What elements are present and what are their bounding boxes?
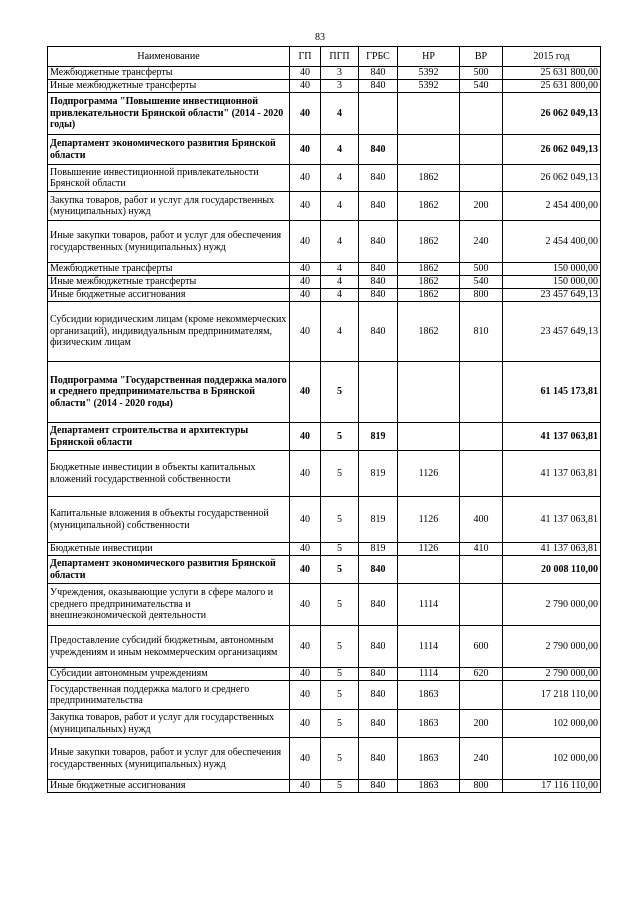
cell-grbs: 840 [359,221,398,263]
cell-vr: 500 [460,67,503,80]
cell-name: Субсидии автономным учреждениям [48,668,290,681]
cell-amount: 23 457 649,13 [503,302,601,362]
cell-grbs: 840 [359,192,398,221]
cell-pgp: 4 [321,165,359,192]
table-row [48,497,601,543]
cell-pgp: 5 [321,497,359,543]
table-row [48,289,601,302]
cell-grbs: 840 [359,135,398,165]
table-row [48,263,601,276]
cell-amount: 2 790 000,00 [503,584,601,626]
cell-name: Закупка товаров, работ и услуг для государственных (муниципальных) нужд [48,710,290,738]
cell-vr: 400 [460,497,503,543]
cell-gp: 40 [290,80,321,93]
table-body [48,67,601,793]
cell-amount: 2 790 000,00 [503,668,601,681]
cell-vr [460,451,503,497]
table-row [48,192,601,221]
cell-amount: 41 137 063,81 [503,423,601,451]
cell-vr: 200 [460,710,503,738]
cell-pgp: 4 [321,221,359,263]
cell-pgp: 4 [321,192,359,221]
page-number: 83 [315,32,325,43]
cell-grbs: 840 [359,165,398,192]
table-row [48,543,601,556]
cell-gp: 40 [290,710,321,738]
column-header-grbs: ГРБС [359,47,398,67]
cell-gp: 40 [290,289,321,302]
cell-grbs: 840 [359,263,398,276]
cell-vr: 240 [460,221,503,263]
cell-grbs: 819 [359,543,398,556]
table-row [48,276,601,289]
cell-vr [460,362,503,423]
cell-nr: 1862 [398,302,460,362]
cell-gp: 40 [290,423,321,451]
cell-grbs: 840 [359,738,398,780]
column-header-name: Наименование [48,47,290,67]
cell-vr [460,93,503,135]
cell-grbs: 840 [359,556,398,584]
cell-name: Межбюджетные трансферты [48,263,290,276]
cell-name: Иные закупки товаров, работ и услуг для обеспечения государственных (муниципальных) нужд [48,221,290,263]
table-row [48,93,601,135]
cell-pgp: 5 [321,543,359,556]
cell-name: Иные бюджетные ассигнования [48,289,290,302]
cell-vr: 540 [460,276,503,289]
cell-vr [460,584,503,626]
cell-name: Повышение инвестиционной привлекательности Брянской области [48,165,290,192]
cell-name: Подпрограмма "Государственная поддержка малого и среднего предпринимательства в Брянской области" (2014 - 2020 годы) [48,362,290,423]
table-header-row [48,47,601,67]
cell-name: Департамент экономического развития Брянской области [48,556,290,584]
cell-pgp: 5 [321,556,359,584]
cell-pgp: 5 [321,780,359,793]
cell-pgp: 5 [321,626,359,668]
cell-grbs: 840 [359,681,398,710]
column-header-nr: НР [398,47,460,67]
cell-vr: 800 [460,289,503,302]
table-row [48,738,601,780]
cell-pgp: 5 [321,738,359,780]
cell-pgp: 3 [321,67,359,80]
cell-nr [398,556,460,584]
cell-vr: 500 [460,263,503,276]
cell-amount: 2 790 000,00 [503,626,601,668]
cell-grbs: 819 [359,423,398,451]
cell-nr: 1114 [398,626,460,668]
cell-pgp: 4 [321,93,359,135]
cell-name: Иные бюджетные ассигнования [48,780,290,793]
cell-nr: 1863 [398,780,460,793]
cell-grbs: 819 [359,497,398,543]
cell-gp: 40 [290,738,321,780]
cell-vr [460,423,503,451]
cell-amount: 26 062 049,13 [503,135,601,165]
cell-grbs: 840 [359,668,398,681]
cell-amount: 20 008 110,00 [503,556,601,584]
cell-nr: 1126 [398,451,460,497]
cell-nr [398,135,460,165]
column-header-gp: ГП [290,47,321,67]
cell-gp: 40 [290,556,321,584]
cell-nr: 1862 [398,192,460,221]
cell-gp: 40 [290,192,321,221]
table-row [48,584,601,626]
cell-amount: 26 062 049,13 [503,93,601,135]
cell-name: Иные межбюджетные трансферты [48,80,290,93]
cell-vr: 540 [460,80,503,93]
cell-grbs: 840 [359,80,398,93]
cell-vr: 200 [460,192,503,221]
cell-name: Департамент экономического развития Брянской области [48,135,290,165]
cell-nr [398,423,460,451]
cell-name: Учреждения, оказывающие услуги в сфере малого и среднего предпринимательства и внешнеэкономической деятельности [48,584,290,626]
cell-pgp: 4 [321,289,359,302]
table-row [48,302,601,362]
cell-pgp: 5 [321,362,359,423]
cell-gp: 40 [290,165,321,192]
cell-amount: 61 145 173,81 [503,362,601,423]
cell-grbs: 819 [359,451,398,497]
cell-nr: 1863 [398,738,460,780]
cell-gp: 40 [290,543,321,556]
cell-gp: 40 [290,276,321,289]
cell-name: Иные межбюджетные трансферты [48,276,290,289]
cell-amount: 25 631 800,00 [503,80,601,93]
table-row [48,221,601,263]
cell-gp: 40 [290,93,321,135]
table-row [48,362,601,423]
cell-gp: 40 [290,67,321,80]
cell-pgp: 5 [321,451,359,497]
cell-name: Межбюджетные трансферты [48,67,290,80]
cell-pgp: 5 [321,681,359,710]
cell-vr [460,135,503,165]
cell-grbs: 840 [359,302,398,362]
cell-nr: 5392 [398,67,460,80]
cell-pgp: 5 [321,668,359,681]
cell-gp: 40 [290,626,321,668]
cell-amount: 41 137 063,81 [503,497,601,543]
cell-amount: 41 137 063,81 [503,543,601,556]
cell-gp: 40 [290,451,321,497]
table-row [48,165,601,192]
cell-pgp: 4 [321,135,359,165]
cell-grbs [359,362,398,423]
cell-amount: 17 116 110,00 [503,780,601,793]
cell-amount: 2 454 400,00 [503,192,601,221]
table-row [48,626,601,668]
cell-gp: 40 [290,584,321,626]
cell-grbs: 840 [359,780,398,793]
cell-nr: 1863 [398,710,460,738]
cell-nr: 1862 [398,165,460,192]
cell-vr [460,556,503,584]
cell-amount: 150 000,00 [503,276,601,289]
column-header-year: 2015 год [503,47,601,67]
cell-pgp: 4 [321,276,359,289]
cell-nr [398,362,460,423]
cell-nr: 1126 [398,497,460,543]
cell-amount: 25 631 800,00 [503,67,601,80]
cell-amount: 26 062 049,13 [503,165,601,192]
cell-nr: 1862 [398,221,460,263]
cell-name: Капитальные вложения в объекты государственной (муниципальной) собственности [48,497,290,543]
cell-gp: 40 [290,681,321,710]
cell-gp: 40 [290,221,321,263]
cell-name: Иные закупки товаров, работ и услуг для обеспечения государственных (муниципальных) нужд [48,738,290,780]
cell-vr: 240 [460,738,503,780]
table-row [48,780,601,793]
cell-grbs: 840 [359,710,398,738]
cell-name: Департамент строительства и архитектуры Брянской области [48,423,290,451]
table-row [48,710,601,738]
cell-nr: 1862 [398,276,460,289]
cell-amount: 41 137 063,81 [503,451,601,497]
cell-gp: 40 [290,302,321,362]
cell-pgp: 5 [321,423,359,451]
table-row [48,681,601,710]
cell-nr: 1862 [398,263,460,276]
cell-nr: 1862 [398,289,460,302]
cell-gp: 40 [290,263,321,276]
cell-nr: 1114 [398,668,460,681]
table-row [48,556,601,584]
cell-grbs: 840 [359,289,398,302]
cell-pgp: 4 [321,263,359,276]
cell-pgp: 5 [321,710,359,738]
cell-grbs: 840 [359,626,398,668]
cell-amount: 102 000,00 [503,738,601,780]
cell-amount: 2 454 400,00 [503,221,601,263]
cell-nr: 1126 [398,543,460,556]
cell-nr: 1114 [398,584,460,626]
cell-amount: 102 000,00 [503,710,601,738]
cell-name: Бюджетные инвестиции в объекты капитальных вложений государственной собственности [48,451,290,497]
cell-gp: 40 [290,668,321,681]
cell-name: Субсидии юридическим лицам (кроме некоммерческих организаций), индивидуальным предпринимателям, физическим лицам [48,302,290,362]
column-header-pgp: ПГП [321,47,359,67]
table-row [48,80,601,93]
cell-grbs: 840 [359,584,398,626]
cell-grbs [359,93,398,135]
cell-nr [398,93,460,135]
table-row [48,451,601,497]
cell-gp: 40 [290,135,321,165]
cell-name: Государственная поддержка малого и среднего предпринимательства [48,681,290,710]
cell-vr: 810 [460,302,503,362]
table-row [48,668,601,681]
cell-nr: 5392 [398,80,460,93]
cell-vr: 800 [460,780,503,793]
table-row [48,67,601,80]
cell-amount: 23 457 649,13 [503,289,601,302]
cell-amount: 150 000,00 [503,263,601,276]
cell-pgp: 5 [321,584,359,626]
cell-name: Подпрограмма "Повышение инвестиционной привлекательности Брянской области" (2014 - 2020 годы) [48,93,290,135]
cell-name: Бюджетные инвестиции [48,543,290,556]
cell-gp: 40 [290,497,321,543]
cell-vr: 620 [460,668,503,681]
cell-nr: 1863 [398,681,460,710]
cell-name: Предоставление субсидий бюджетным, автономным учреждениям и иным некоммерческим организациям [48,626,290,668]
budget-table [47,46,601,793]
column-header-vr: ВР [460,47,503,67]
cell-pgp: 3 [321,80,359,93]
table-row [48,135,601,165]
cell-vr: 410 [460,543,503,556]
cell-gp: 40 [290,362,321,423]
cell-pgp: 4 [321,302,359,362]
cell-grbs: 840 [359,276,398,289]
cell-vr [460,165,503,192]
cell-gp: 40 [290,780,321,793]
cell-name: Закупка товаров, работ и услуг для государственных (муниципальных) нужд [48,192,290,221]
table-row [48,423,601,451]
cell-vr [460,681,503,710]
cell-vr: 600 [460,626,503,668]
cell-grbs: 840 [359,67,398,80]
cell-amount: 17 218 110,00 [503,681,601,710]
